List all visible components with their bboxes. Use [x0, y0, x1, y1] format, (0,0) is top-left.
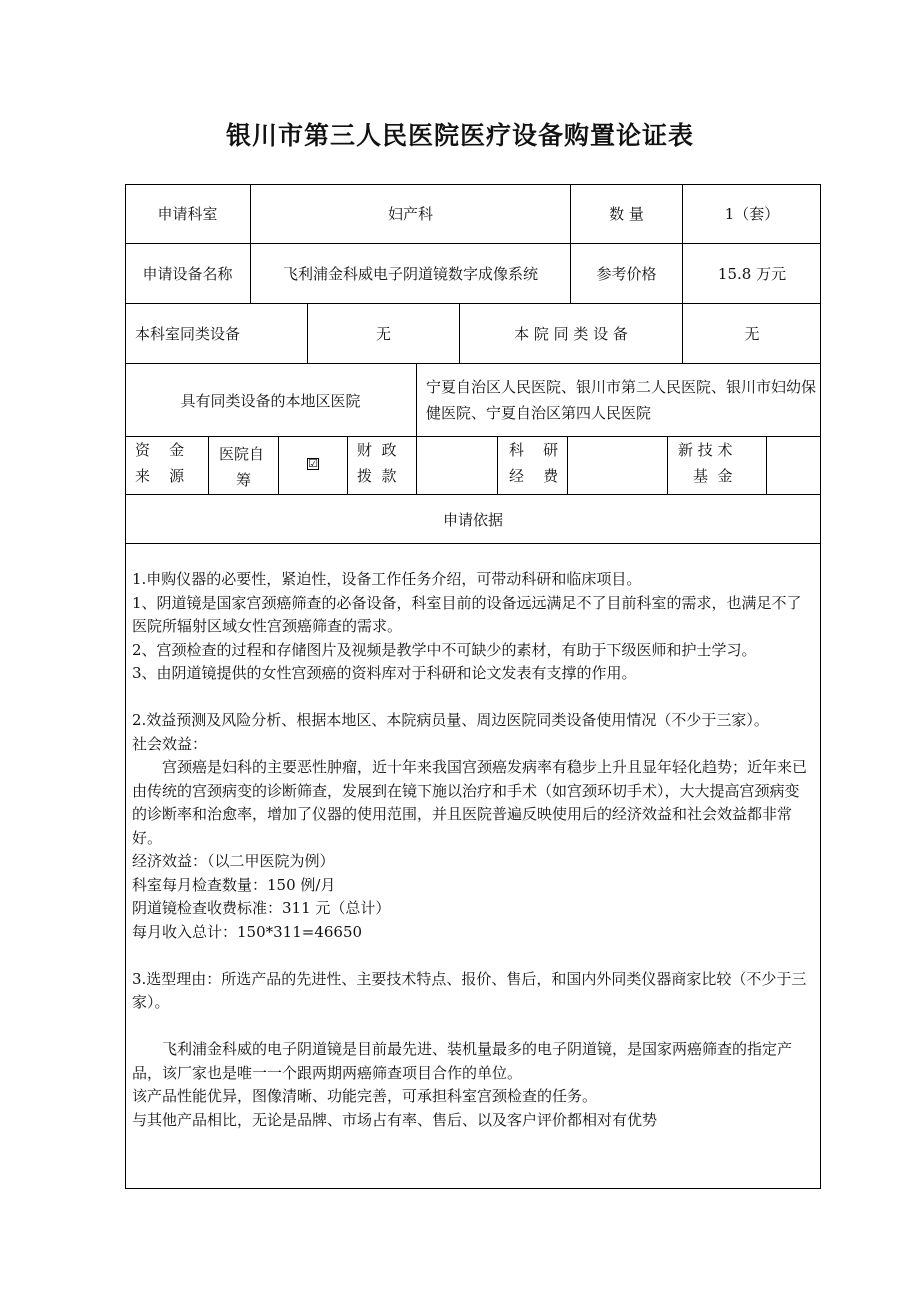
social-benefit-label: 社会效益： — [132, 734, 208, 753]
col-divider — [347, 436, 348, 495]
price-label: 参考价格 — [596, 265, 657, 283]
hospital-self-funded-label-line2: 筹 — [236, 471, 252, 489]
equipment-value: 飞利浦金科威电子阴道镜数字成像系统 — [282, 265, 538, 283]
col-divider — [766, 436, 767, 495]
hospital-same-equipment-value: 无 — [744, 325, 760, 343]
section3-heading: 3.选型理由：所选产品的先进性、主要技术特点、报价、售后，和国内外同类仪器商家比较（不少于三家）。 — [132, 969, 807, 1011]
research-funding-label-line1: 科 研 — [509, 441, 559, 459]
section1-point3: 3、由阴道镜提供的女性宫颈癌的资料库对于科研和论文发表有支撑的作用。 — [132, 664, 637, 682]
fiscal-allocation-label-line1: 财 政 — [357, 441, 397, 459]
new-tech-fund-label-line1: 新 技 术 — [678, 441, 733, 459]
application-basis-label: 申请依据 — [442, 510, 503, 529]
col-divider — [416, 363, 417, 437]
col-divider — [497, 436, 498, 495]
qty-value: 1（套） — [724, 205, 780, 223]
research-funding-label-line2: 经 费 — [509, 467, 559, 485]
qty-label: 数 量 — [609, 205, 644, 223]
col-divider — [567, 436, 568, 495]
dept-label: 申请科室 — [157, 205, 218, 223]
economic-benefit-item1: 科室每月检查数量：150 例/月 — [132, 875, 336, 894]
col-divider — [278, 436, 279, 495]
section3-point1: 飞利浦金科威的电子阴道镜是目前最先进、装机量最多的电子阴道镜，是国家两癌筛查的指定产品，该厂家也是唯一一个跟两期两癌筛查项目合作的单位。 — [132, 1040, 793, 1082]
local-hospitals-label: 具有同类设备的本地区医院 — [180, 391, 361, 410]
form-title: 银川市第三人民医院医疗设备购置论证表 — [225, 121, 694, 150]
hospital-same-equipment-label: 本 院 同 类 设 备 — [514, 325, 628, 343]
local-hospitals-value: 宁夏自治区人民医院、银川市第二人民医院、银川市妇幼保健医院、宁夏自治区第四人民医院 — [426, 378, 817, 422]
col-divider — [208, 436, 209, 495]
col-divider — [416, 436, 417, 495]
equipment-label: 申请设备名称 — [142, 265, 233, 283]
fiscal-allocation-label-line2: 拨 款 — [357, 467, 397, 485]
new-tech-fund-label-line2: 基 金 — [693, 467, 733, 485]
section3-point3: 与其他产品相比，无论是品牌、市场占有率、售后、以及客户评价都相对有优势 — [132, 1110, 658, 1129]
economic-benefit-label: 经济效益：（以二甲医院为例） — [132, 852, 335, 870]
self-funded-checkbox[interactable]: ☑ — [308, 457, 318, 470]
section3-point2: 该产品性能优异，图像清晰、功能完善，可承担科室宫颈检查的任务。 — [132, 1087, 598, 1105]
col-divider — [667, 436, 668, 495]
section1-heading: 1.申购仪器的必要性，紧迫性，设备工作任务介绍，可带动科研和临床项目。 — [132, 570, 642, 588]
dept-same-equipment-value: 无 — [375, 325, 391, 343]
hospital-self-funded-label-line1: 医院自 — [219, 445, 265, 463]
economic-benefit-item3: 每月收入总计：150*311=46650 — [132, 922, 363, 941]
section1-point1: 1、阴道镜是国家宫颈癌筛查的必备设备，科室目前的设备远远满足不了目前科室的需求，也满足不了医院所辐射区域女性宫颈癌筛查的需求。 — [132, 593, 802, 635]
dept-value: 妇产科 — [387, 205, 433, 223]
dept-same-equipment-label: 本科室同类设备 — [135, 325, 241, 343]
spacer — [132, 944, 814, 968]
funding-source-label-line2: 来 源 — [135, 467, 185, 485]
spacer — [132, 1015, 814, 1039]
section2-heading: 2.效益预测及风险分析、根据本地区、本院病员量、周边医院同类设备使用情况（不少于三家）。 — [132, 711, 769, 729]
economic-benefit-item2: 阴道镜检查收费标准：311 元（总计） — [132, 899, 391, 917]
spacer — [132, 686, 814, 710]
row-divider — [125, 543, 821, 544]
price-value: 15.8 万元 — [717, 265, 787, 283]
section1-point2: 2、宫颈检查的过程和存储图片及视频是教学中不可缺少的素材，有助于下级医师和护士学习。 — [132, 640, 757, 659]
application-basis-content — [132, 568, 814, 1132]
social-benefit-text: 宫颈癌是妇科的主要恶性肿瘤，近十年来我国宫颈癌发病率有稳步上升且显年轻化趋势；近年来已由传统的宫颈病变的诊断筛查，发展到在镜下施以治疗和手术（如宫颈环切手术），大大提高宫颈病变的诊断率和治愈率，增加了仪器的使用范围，并且医院普遍反映使用后的经济效益和社会效益都非常好。 — [132, 758, 808, 847]
funding-source-label-line1: 资 金 — [135, 441, 185, 459]
